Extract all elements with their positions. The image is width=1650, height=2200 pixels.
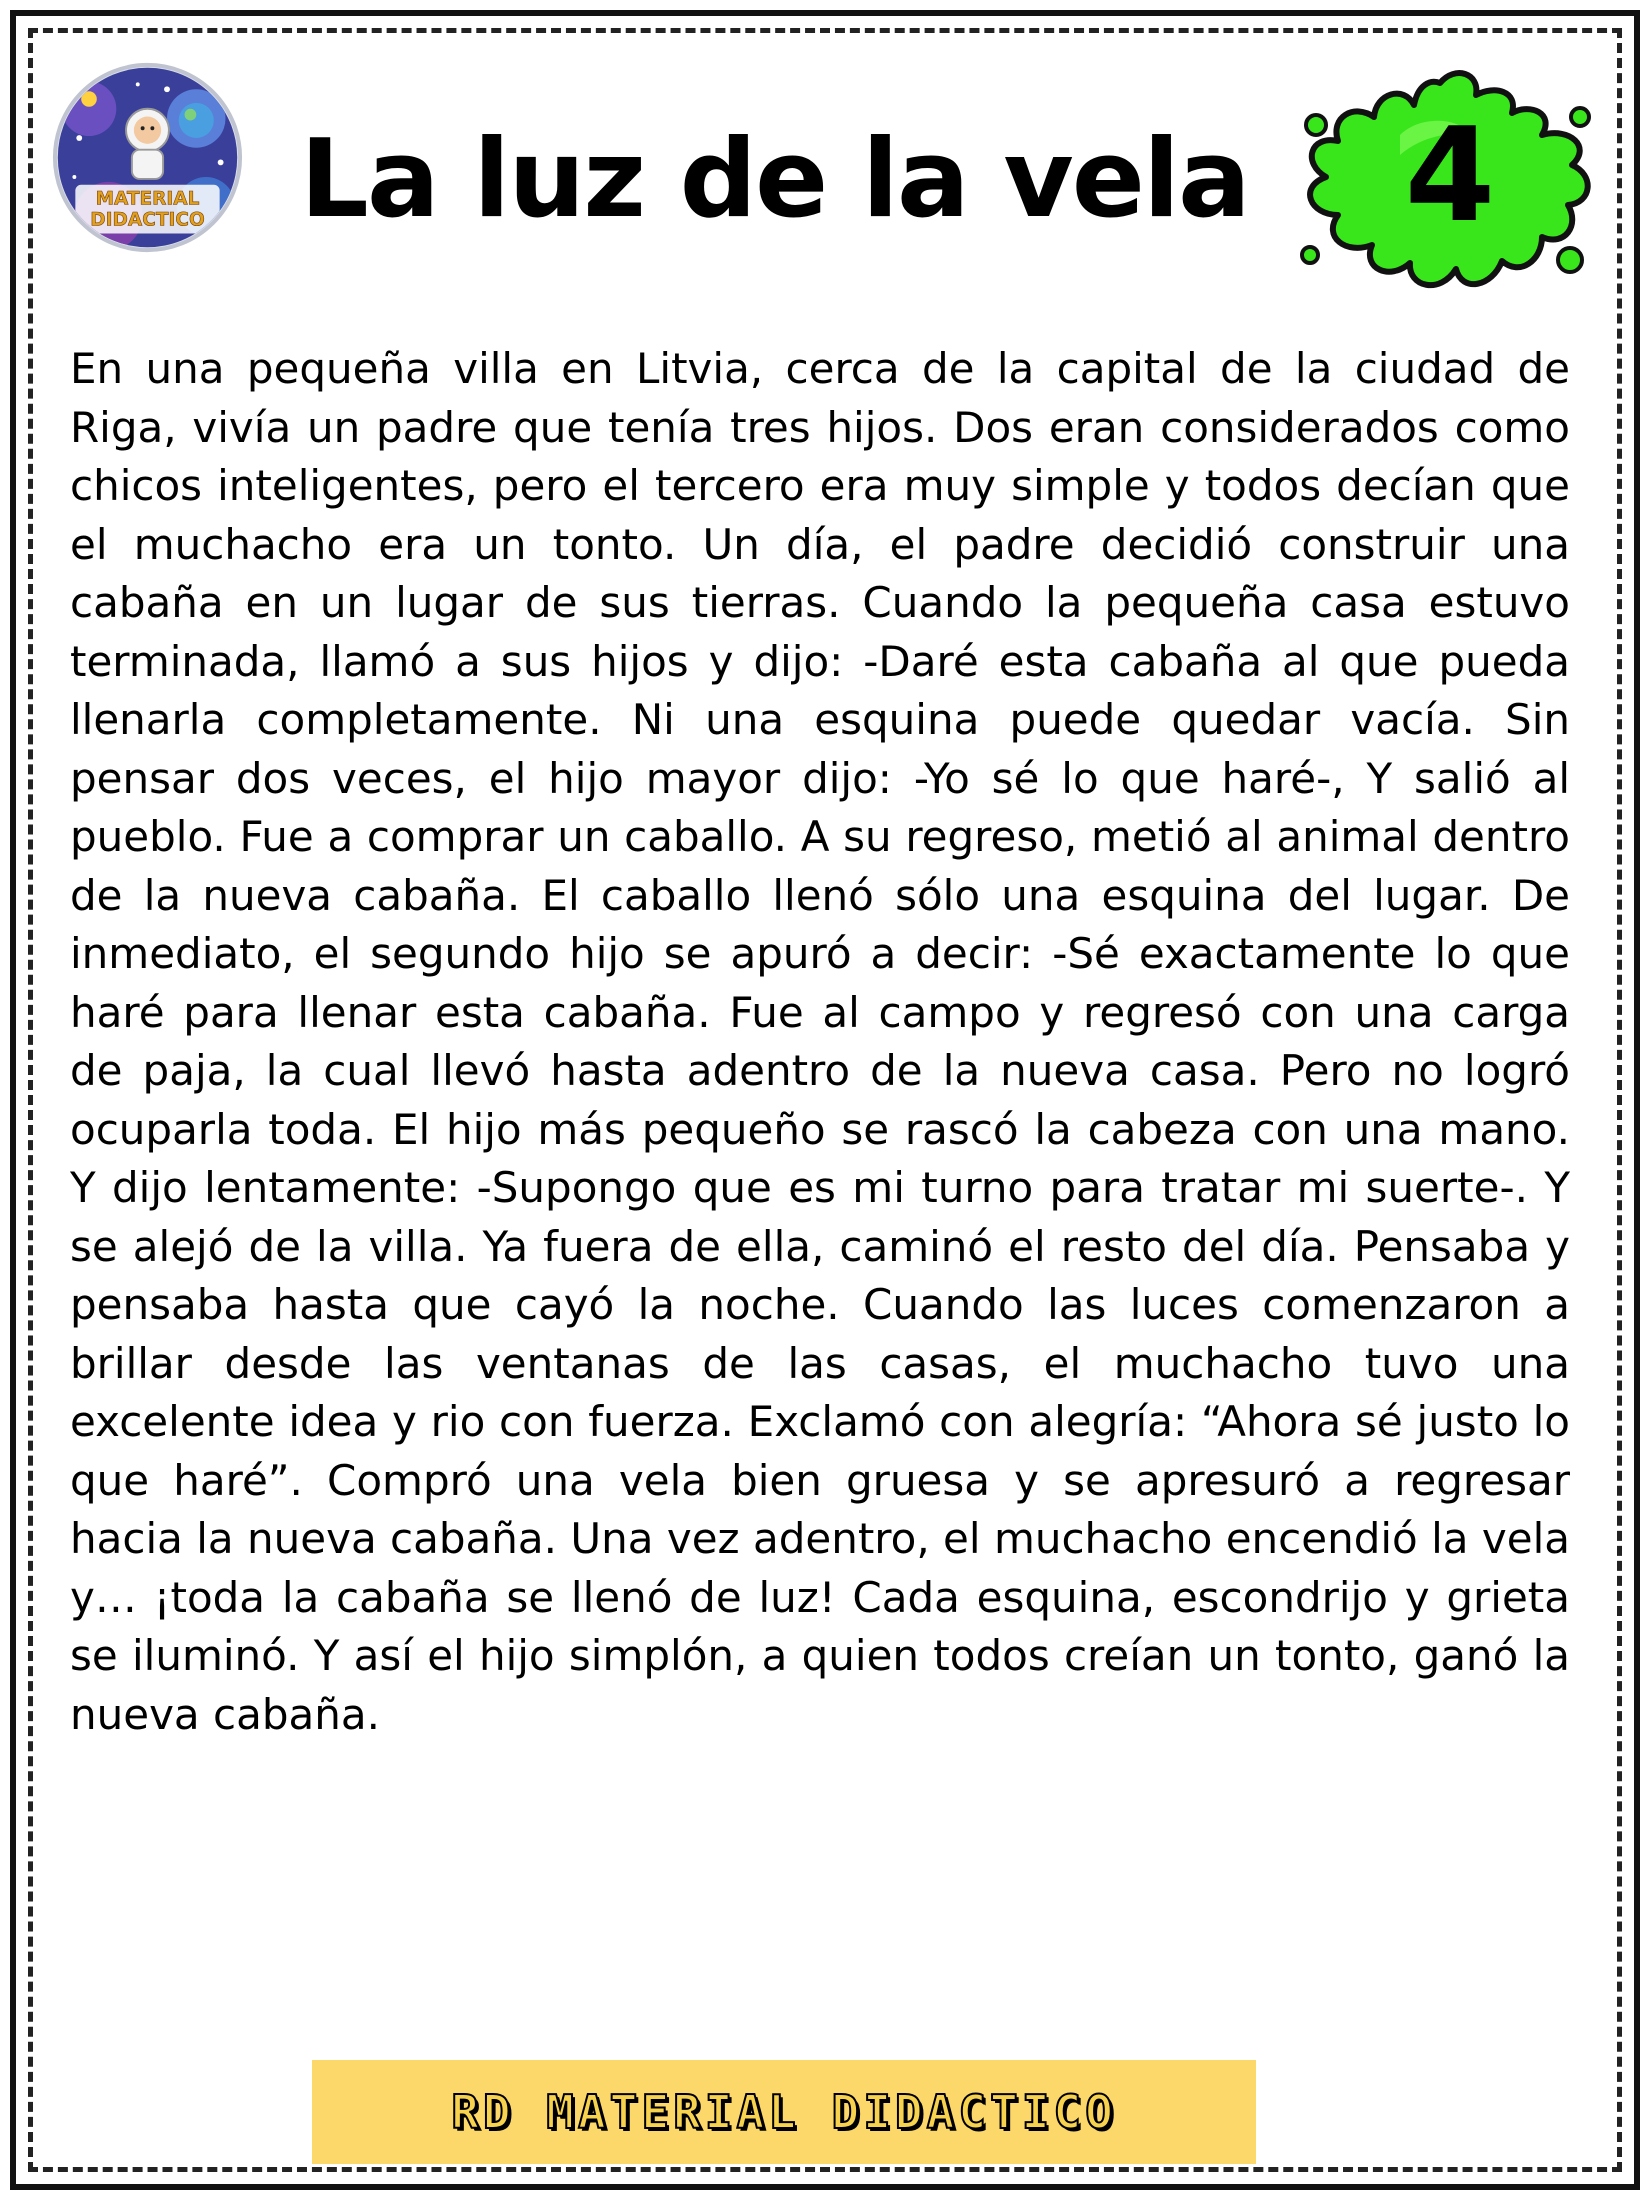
logo-text-line2: DIDACTICO: [90, 209, 205, 231]
logo-text-line1: MATERIAL: [95, 188, 200, 210]
page-title: La luz de la vela: [300, 117, 1249, 242]
story-paragraph: En una pequeña villa en Litvia, cerca de la capital de la ciudad de Riga, vivía un padre que tenía tres hijos. Dos eran considerados como chicos inteligentes, pero el tercero era muy simple y todos decían que el muchacho era un tonto. Un día, el padre decidió construir una cabaña en un lugar de sus tierras. Cuando la pequeña casa estuvo terminada, llamó a sus hijos y dijo: -Daré esta cabaña al que pueda llenarla completamente. Ni una esquina puede quedar vacía. Sin pensar dos veces, el hijo mayor dijo: -Yo sé lo que haré-, Y salió al pueblo. Fue a comprar un caballo. A su regreso, metió al animal dentro de la nueva cabaña. El caballo llenó sólo una esquina del lugar. De inmediato, el segundo hijo se apuró a decir: -Sé exactamente lo que haré para llenar esta cabaña. Fue al campo y regresó con una carga de paja, la cual llevó hasta adentro de la nueva casa. Pero no logró ocuparla toda. El hijo más pequeño se rascó la cabeza con una mano. Y dijo lentamente: -Supongo que es mi turno para tratar mi suerte-. Y se alejó de la villa. Ya fuera de ella, caminó el resto del día. Pensaba y pensaba hasta que cayó la noche. Cuando las luces comenzaron a brillar desde las ventanas de las casas, el muchacho tuvo una excelente idea y rio con fuerza. Exclamó con alegría: “Ahora sé justo lo que haré”. Compró una vela bien gruesa y se apresuró a regresar hacia la nueva cabaña. Una vez adentro, el muchacho encendió la vela y… ¡toda la cabaña se llenó de luz! Cada esquina, escondrijo y grieta se iluminó. Y así el hijo simplón, a quien todos creían un tonto, ganó la nueva cabaña.: [70, 344, 1570, 1739]
astronaut-space-logo-icon: [50, 60, 245, 255]
page-number-badge: 4: [1404, 99, 1496, 251]
footer-brand-text: RD MATERIAL DIDACTICO: [451, 2085, 1117, 2139]
footer-banner: [312, 2060, 1256, 2164]
